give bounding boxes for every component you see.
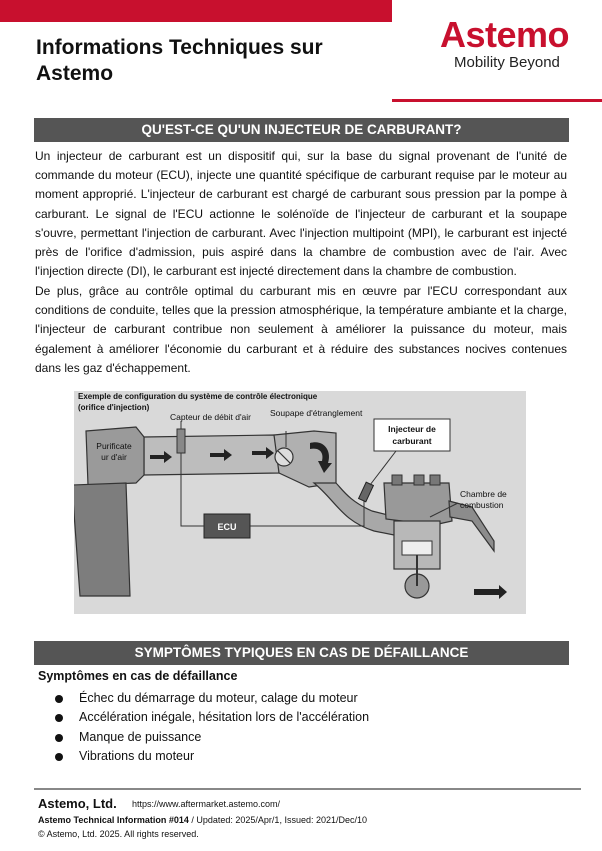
bullet-icon — [55, 734, 63, 742]
airflow-sensor-label: Capteur de débit d'air — [170, 412, 252, 422]
page-title: Informations Techniques sur Astemo — [36, 36, 323, 85]
intro-paragraph: Un injecteur de carburant est un dispositif qui, sur la base du signal provenant de l'unité de commande du moteur (ECU), injecte une quantité spécifique de carburant requise par le moteur au moment approprié. L'injecteur de carburant est chargé de carburant sous pression par la pompe à carburant. Le signal de l'ECU actionne le solénoïde de l'injecteur de carburant et la soupape s'ouvre, permettant l'injection de carburant. Avec l'injection multipoint (MPI), le carburant est injecté près de l'orifice d'admission, puis aspiré dans la chambre de combustion avec de l'air. Avec l'injection directe (DI), le carburant est injecté directement dans la chambre de combustion. — [35, 149, 567, 279]
footer-doc-dates: / Updated: 2025/Apr/1, Issued: 2021/Dec/10 — [188, 815, 367, 825]
benefits-paragraph: De plus, grâce au contrôle optimal du carburant mis en œuvre par l'ECU correspondant aux conditions de conduite, telles que la pression atmosphérique, la température ambiante et la charge, l'injecteur de carburant contribue non seulement à améliorer la puissance du moteur, mais également à améliorer l'économie du carburant et à réduire des substances nocives contenues dans les gaz d'échappement. — [35, 284, 567, 375]
list-item — [55, 689, 369, 708]
exhaust-arrow-icon — [474, 585, 507, 599]
chamber-label-line2: combustion — [460, 500, 504, 510]
valve-spring — [430, 475, 440, 485]
diagram-caption-line2: (orifice d'injection) — [78, 403, 150, 412]
air-cleaner-label-line2: ur d'air — [101, 452, 127, 462]
symptom-text: Manque de puissance — [79, 729, 202, 744]
ecu-label: ECU — [217, 522, 237, 532]
fuel-injector — [359, 482, 374, 502]
footer-document-info — [38, 815, 367, 825]
valve-spring — [414, 475, 424, 485]
bullet-icon — [55, 714, 63, 722]
footer-doc-id: Astemo Technical Information #014 — [38, 815, 189, 825]
chamber-label-line1: Chambre de — [460, 489, 507, 499]
bullet-icon — [55, 695, 63, 703]
symptoms-list — [55, 689, 369, 766]
injection-system-diagram — [74, 391, 526, 614]
list-item — [55, 708, 369, 727]
cylinder-head — [384, 483, 452, 525]
footer-copyright: © Astemo, Ltd. 2025. All rights reserved. — [38, 829, 199, 839]
section-heading-symptoms: SYMPTÔMES TYPIQUES EN CAS DE DÉFAILLANCE — [34, 641, 569, 665]
piston — [402, 541, 432, 555]
list-item — [55, 747, 369, 766]
air-inlet-hose — [74, 483, 130, 596]
top-accent-bar — [0, 0, 392, 22]
airflow-sensor — [177, 429, 185, 453]
footer-url-link[interactable]: https://www.aftermarket.astemo.com/ — [132, 799, 281, 809]
diagram-caption-line1: Exemple de configuration du système de contrôle électronique — [78, 392, 318, 401]
list-item — [55, 728, 369, 747]
symptom-text: Échec du démarrage du moteur, calage du moteur — [79, 691, 358, 705]
throttle-label: Soupape d'étranglement — [270, 408, 363, 418]
bullet-icon — [55, 753, 63, 761]
astemo-logo — [440, 15, 590, 71]
symptom-text: Accélération inégale, hésitation lors de l'accélération — [79, 710, 370, 725]
symptom-text: Vibrations du moteur — [79, 748, 195, 763]
footer-divider — [34, 788, 581, 790]
valve-spring — [392, 475, 402, 485]
header-accent-line — [392, 99, 602, 102]
logo-tagline: Mobility Beyond — [454, 54, 560, 71]
air-cleaner-label-line1: Purificate — [96, 441, 132, 451]
injector-label-line2: carburant — [392, 436, 432, 446]
section-heading-injector: QU'EST-CE QU'UN INJECTEUR DE CARBURANT? — [34, 118, 569, 142]
logo-wordmark: Astemo — [440, 14, 570, 55]
symptoms-subheading: Symptômes en cas de défaillance — [38, 669, 238, 683]
injector-label-line1: Injecteur de — [388, 424, 436, 434]
footer-company: Astemo, Ltd. — [38, 796, 117, 811]
